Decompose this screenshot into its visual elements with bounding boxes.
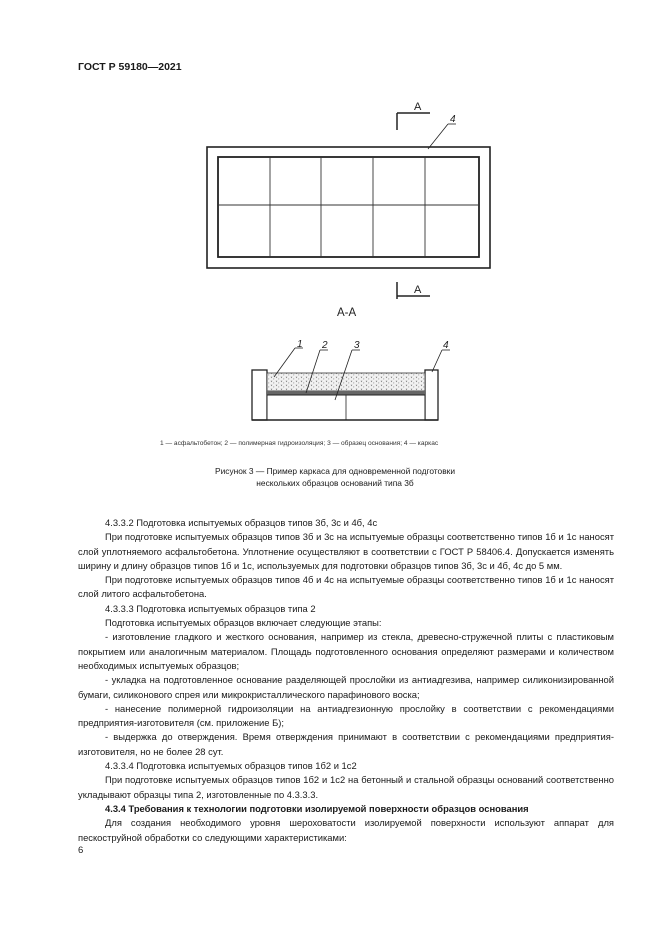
section-label-bottom: А [414, 284, 422, 296]
figure-legend: 1 — асфальтобетон; 2 — полимерная гидроизоляция; 3 — образец основания; 4 — каркас [160, 440, 439, 447]
paragraph: - изготовление гладкого и жесткого основания, например из стекла, древесно-стружечной плиты с пластиковым покрытием или аналогичным материалом. Площадь подготовленного основания определяют размерами и количеством необходимых испытуемых образцов; [78, 631, 614, 671]
page-number: 6 [78, 845, 84, 856]
paragraph: Для создания необходимого уровня шероховатости изолируемой поверхности используют аппарат для пескоструйной обработки со следующими характеристиками: [78, 817, 614, 843]
paragraph: 4.3.3.2 Подготовка испытуемых образцов типов 3б, 3с и 4б, 4с [105, 517, 378, 528]
frame-post-right [425, 370, 438, 420]
document-header: ГОСТ Р 59180—2021 [78, 61, 182, 73]
frame-figure [0, 0, 661, 440]
leader-4-top [428, 124, 448, 149]
paragraph: При подготовке испытуемых образцов типов 4б и 4с на испытуемые образцы соответственно типов 1б и 1с наносят слой литого асфальтобетона. [78, 574, 614, 600]
paragraph: 4.3.3.4 Подготовка испытуемых образцов типов 1б2 и 1с2 [105, 760, 357, 772]
paragraph: При подготовке испытуемых образцов типов 3б и 3с на испытуемые образцы соответственно типов 1б и 1с наносят слой уплотняемого асфальтобетона. Уплотнение осуществляют в соответствии с ГОСТ Р 58406.4. Допускается изменять ширину и длину образцов типов 1б и 1с, используемых для подготовки образцов типов 3б, 3с и 4б, 4с до 5 мм. [78, 531, 614, 571]
section-heading: 4.3.4 Требования к технологии подготовки изолируемой поверхности образцов основания [105, 802, 529, 814]
frame-post-left [252, 370, 267, 420]
body-text [78, 516, 614, 845]
specimen-grid [218, 157, 479, 257]
section-mark-top [397, 113, 430, 130]
paragraph: - нанесение полимерной гидроизоляции на антиадгезионную прослойку в соответствии с рекомендациями предприятия-изготовителя (см. приложение Б); [78, 702, 614, 729]
figure-caption [160, 465, 510, 489]
section-title: А-А [337, 307, 357, 319]
waterproofing-layer [267, 391, 425, 395]
label-4-top: 4 [450, 114, 456, 125]
figure-caption-line2: нескольких образцов оснований типа 3б [256, 478, 414, 488]
figure-caption-line1: Рисунок 3 — Пример каркаса для одновременной подготовки [215, 466, 455, 476]
asphalt-layer [267, 373, 425, 391]
frame-outer [207, 147, 490, 268]
section-label-top: А [414, 101, 422, 113]
paragraph: - выдержка до отверждения. Время отверждения принимают в соответствии с рекомендациями предприятия-изготовителя, но не более 28 сут. [78, 731, 614, 757]
paragraph: Подготовка испытуемых образцов включает следующие этапы: [105, 617, 382, 629]
paragraph: При подготовке испытуемых образцов типов 1б2 и 1с2 на бетонный и стальной образцы оснований соответственно укладывают образцы типа 2, изготовленные по 4.3.3.3. [78, 774, 614, 800]
callout-4: 4 [443, 340, 449, 351]
callout-3: 3 [354, 340, 360, 351]
paragraph: 4.3.3.3 Подготовка испытуемых образцов типа 2 [105, 602, 316, 614]
callout-1: 1 [297, 339, 303, 350]
frame-inner [218, 157, 479, 257]
callout-2: 2 [322, 340, 328, 351]
paragraph: - укладка на подготовленное основание разделяющей прослойки из антиадгезива, например силиконизированной бумаги, силиконового спрея или микрокристаллического парафинового воска; [78, 674, 614, 700]
